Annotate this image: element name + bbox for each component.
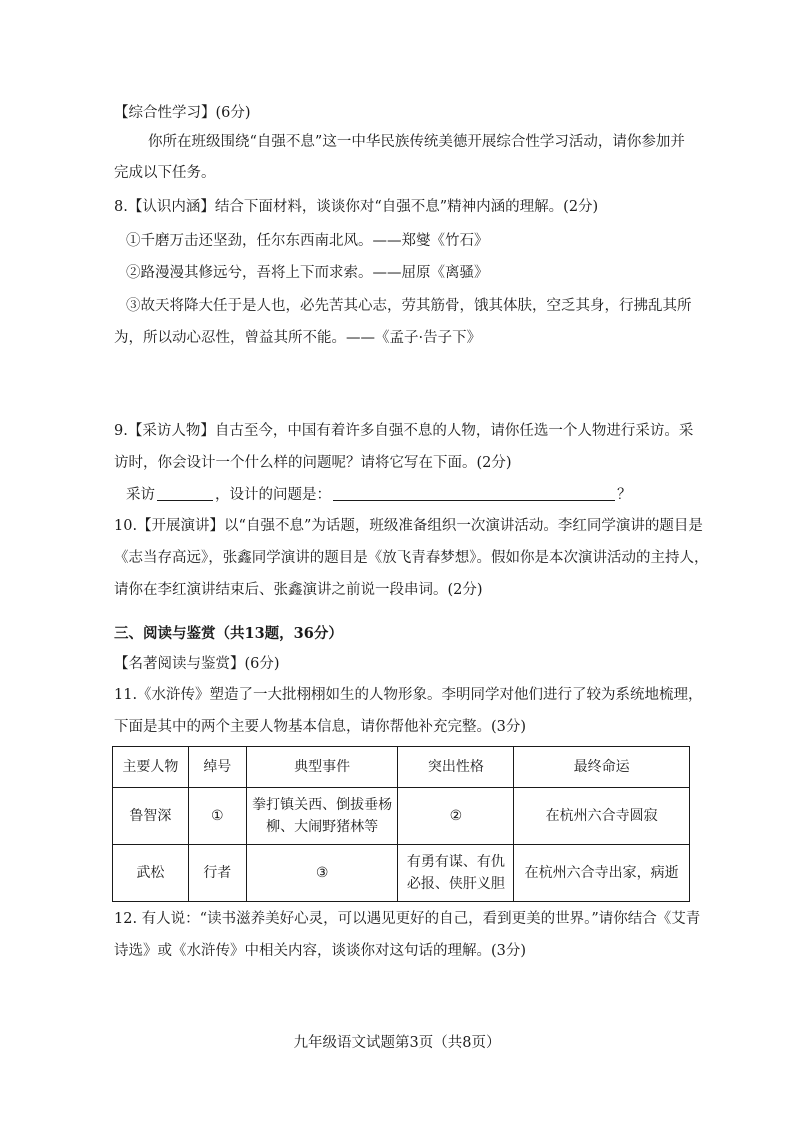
question-9-line2: 访时，你会设计一个什么样的问题呢？请将它写在下面。(2分)	[114, 455, 512, 471]
question-10-line2: 《志当存高远》，张鑫同学演讲的题目是《放飞青春梦想》。假如你是本次演讲活动的主持人，	[114, 550, 709, 566]
q9-person-blank[interactable]	[157, 485, 213, 501]
question-12-line2: 诗选》或《水浒传》中相关内容，谈谈你对这句话的理解。(3分)	[114, 943, 527, 959]
table-cell-blank[interactable]: ①	[188, 788, 246, 845]
table-cell: 有勇有谋、有仇必报、侠肝义胆	[398, 845, 514, 902]
q8-material-3-line2: 为，所以动心忍性，曾益其所不能。——《孟子·告子下》	[114, 330, 482, 346]
comprehensive-intro-line1: 你所在班级围绕“自强不息”这一中华民族传统美德开展综合性学习活动，请你参加并	[148, 134, 685, 150]
table-cell: 鲁智深	[113, 788, 189, 845]
q9-question-blank[interactable]	[333, 485, 615, 501]
table-cell: 行者	[188, 845, 246, 902]
question-10-line3: 请你在李红演讲结束后、张鑫演讲之前说一段串词。(2分)	[114, 582, 483, 598]
table-cell-blank[interactable]: ③	[246, 845, 398, 902]
table-cell: 在杭州六合寺出家，病逝	[514, 845, 690, 902]
table-header-cell: 最终命运	[514, 747, 690, 788]
question-11-line1: 11.《水浒传》塑造了一大批栩栩如生的人物形象。李明同学对他们进行了较为系统地梳理，	[114, 687, 703, 703]
question-9-line1: 9.【采访人物】自古至今，中国有着许多自强不息的人物，请你任选一个人物进行采访。采	[114, 423, 694, 439]
q8-material-1: ①千磨万击还坚劲，任尔东西南北风。——郑燮《竹石》	[126, 233, 489, 249]
question-9-fill-line	[126, 484, 632, 506]
table-cell: 武松	[113, 845, 189, 902]
table-header-cell: 主要人物	[113, 747, 189, 788]
table-cell-blank[interactable]: ②	[398, 788, 514, 845]
section-3-title: 三、阅读与鉴赏（共13题，36分）	[114, 625, 343, 642]
table-header-row	[113, 747, 690, 788]
table-header-cell: 绰号	[188, 747, 246, 788]
q8-material-3-line1: ③故天将降大任于是人也，必先苦其心志，劳其筋骨，饿其体肤，空乏其身，行拂乱其所	[126, 298, 692, 314]
q8-material-2: ②路漫漫其修远兮，吾将上下而求索。——屈原《离骚》	[126, 265, 489, 281]
question-8-stem: 8.【认识内涵】结合下面材料，谈谈你对“自强不息”精神内涵的理解。(2分)	[114, 199, 599, 215]
q9-fill-suffix: ？	[617, 487, 632, 503]
table-cell: 拳打镇关西、倒拔垂杨柳、大闹野猪林等	[246, 788, 398, 845]
comprehensive-header: 【综合性学习】(6分)	[114, 105, 251, 121]
question-11-line2: 下面是其中的两个主要人物基本信息，请你帮他补充完整。(3分)	[114, 719, 527, 735]
table-cell: 在杭州六合寺圆寂	[514, 788, 690, 845]
comprehensive-intro-line2: 完成以下任务。	[114, 165, 216, 181]
table-header-cell: 典型事件	[246, 747, 398, 788]
table-row	[113, 845, 690, 902]
question-10-line1: 10.【开展演讲】以“自强不息”为话题，班级准备组织一次演讲活动。李红同学演讲的题目是	[114, 518, 703, 534]
character-info-table	[112, 746, 690, 902]
table-row	[113, 788, 690, 845]
section-3-subheader: 【名著阅读与鉴赏】(6分)	[114, 656, 280, 672]
question-12-line1: 12. 有人说：“读书滋养美好心灵，可以遇见更好的自己，看到更美的世界。”请你结合《艾青	[114, 911, 701, 927]
q9-fill-prefix: 采访	[126, 487, 155, 503]
page-footer: 九年级语文试题第3页（共8页）	[293, 1035, 501, 1051]
table-header-cell: 突出性格	[398, 747, 514, 788]
q9-fill-middle: ，设计的问题是：	[215, 487, 331, 503]
